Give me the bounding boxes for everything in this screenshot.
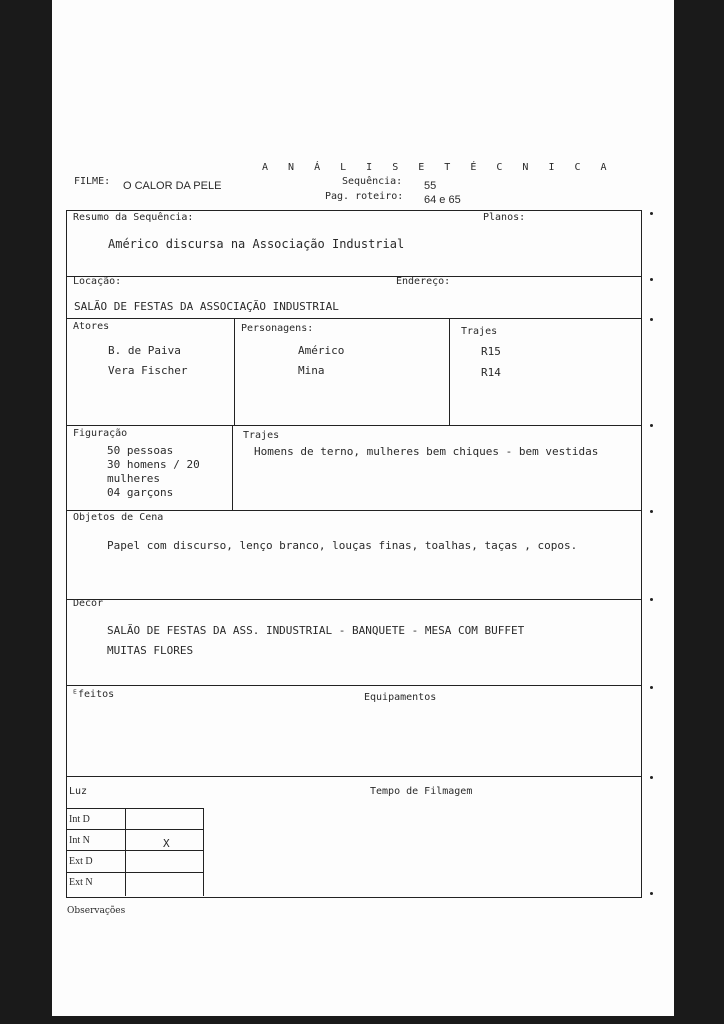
planos-label: Planos:: [483, 212, 526, 223]
locacao-text: SALÃO DE FESTAS DA ASSOCIAÇÃO INDUSTRIAL: [74, 300, 339, 313]
page-label: Pag. roteiro:: [325, 191, 404, 202]
personagem-name: Mina: [298, 364, 325, 377]
traje-code: R14: [481, 366, 501, 379]
trajes-label: Trajes: [461, 326, 498, 337]
divider-decor: [66, 685, 641, 686]
figuracao-trajes-text: Homens de terno, mulheres bem chiques - bem vestidas: [254, 445, 599, 458]
objetos-text: Papel com discurso, lenço branco, louças finas, toalhas, taças , copos.: [107, 539, 578, 552]
figuracao-line: 04 garçons: [107, 486, 174, 499]
divider-atores-personagens: [234, 318, 235, 425]
form-frame: [66, 210, 642, 898]
divider-personagens-trajes: [449, 318, 450, 425]
luz-grid-column: [203, 808, 204, 896]
margin-dot: [650, 510, 653, 513]
margin-dot: [650, 424, 653, 427]
luz-grid-line: [66, 808, 203, 809]
luz-mark-int-n: X: [163, 837, 170, 850]
figuracao-trajes-label: Trajes: [243, 430, 280, 441]
divider-locacao: [66, 318, 641, 319]
observacoes-label: Observações: [67, 906, 126, 916]
scan-border-bottom: [0, 1016, 724, 1024]
figuracao-line: mulheres: [107, 472, 160, 485]
figuracao-label: Figuração: [73, 428, 128, 439]
luz-row-label: Int D: [69, 814, 90, 825]
margin-dot: [650, 212, 653, 215]
divider-elenco: [66, 425, 641, 426]
luz-row-label: Ext N: [69, 877, 93, 888]
divider-efeitos: [66, 776, 641, 777]
figuracao-line: 50 pessoas: [107, 444, 174, 457]
traje-code: R15: [481, 345, 501, 358]
figuracao-line: 30 homens / 20: [107, 458, 200, 471]
film-label: FILME:: [74, 176, 111, 187]
sequence-label: Sequência:: [342, 176, 403, 187]
ator-name: B. de Paiva: [108, 344, 181, 357]
divider-objetos: [66, 599, 641, 600]
scan-border-right: [674, 0, 724, 1024]
margin-dot: [650, 278, 653, 281]
equipamentos-label: Equipamentos: [364, 692, 437, 703]
page-numbers: 64 e 65: [424, 194, 461, 206]
decor-line: SALÃO DE FESTAS DA ASS. INDUSTRIAL - BANQUETE - MESA COM BUFFET: [107, 624, 525, 637]
margin-dot: [650, 686, 653, 689]
luz-row-label: Int N: [69, 835, 90, 846]
objetos-label: Objetos de Cena: [73, 512, 164, 523]
margin-dot: [650, 892, 653, 895]
scan-border-left: [0, 0, 52, 1024]
film-title: O CALOR DA PELE: [123, 180, 222, 192]
luz-grid-line: [66, 850, 203, 851]
decor-line: MUITAS FLORES: [107, 644, 194, 657]
sequence-number: 55: [424, 180, 437, 192]
tempo-filmagem-label: Tempo de Filmagem: [370, 786, 473, 797]
luz-grid-column: [125, 808, 126, 896]
locacao-label: Locação:: [73, 276, 122, 287]
efeitos-label: ᴱfeitos: [72, 689, 115, 700]
luz-grid-line: [66, 872, 203, 873]
endereco-label: Endereço:: [396, 276, 451, 287]
resumo-text: Américo discursa na Associação Industrial: [108, 237, 405, 251]
luz-label: Luz: [69, 786, 88, 797]
personagens-label: Personagens:: [241, 323, 314, 334]
luz-grid-line: [66, 829, 203, 830]
luz-row-label: Ext D: [69, 856, 93, 867]
margin-dot: [650, 598, 653, 601]
ator-name: Vera Fischer: [108, 364, 188, 377]
divider-figuracao-trajes: [232, 425, 233, 510]
atores-label: Atores: [73, 321, 110, 332]
document-title: A N Á L I S E T É C N I C A: [262, 162, 614, 173]
divider-figuracao: [66, 510, 641, 511]
personagem-name: Américo: [298, 344, 345, 357]
margin-dot: [650, 318, 653, 321]
resumo-label: Resumo da Sequência:: [73, 212, 194, 223]
divider-resumo: [66, 276, 641, 277]
margin-dot: [650, 776, 653, 779]
decor-label: Decor: [73, 598, 104, 609]
